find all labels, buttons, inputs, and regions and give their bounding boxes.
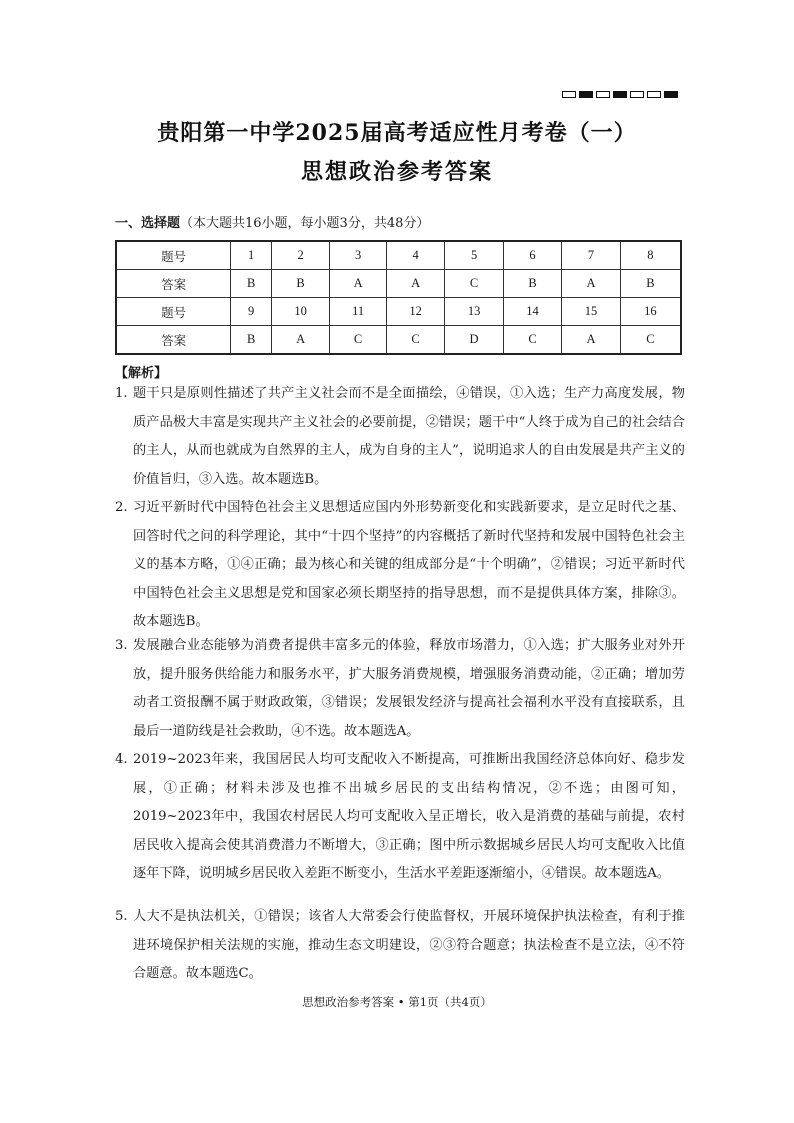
item-number: 2. — [115, 500, 128, 515]
table-cell: 13 — [445, 298, 503, 326]
table-cell: 8 — [620, 241, 681, 270]
table-cell: A — [562, 326, 620, 355]
table-cell: C — [445, 270, 503, 298]
section-note: （本大题共16小题，每小题3分，共48分） — [180, 216, 430, 231]
page-title: 贵阳第一中学2025届高考适应性月考卷（一） — [157, 120, 637, 146]
corner-mark — [647, 91, 661, 98]
row-header-cell: 题号 — [116, 241, 231, 270]
table-cell: A — [330, 270, 387, 298]
table-cell: 12 — [386, 298, 444, 326]
section-heading — [115, 212, 429, 231]
corner-mark — [613, 91, 627, 98]
item-text: 人大不是执法机关，①错误；该省人大常委会行使监督权，开展环境保护执法检查，有利于推进环境保护相关法规的实施，推动生态文明建设，②③符合题意；执法检查不是立法，④不符合题意。故本题选C。 — [133, 909, 685, 982]
table-cell: 16 — [620, 298, 681, 326]
analysis-item-3 — [115, 632, 685, 746]
table-row — [116, 241, 681, 270]
table-cell: A — [562, 270, 620, 298]
page-subtitle: 思想政治参考答案 — [300, 159, 493, 185]
item-text: 题干只是原则性描述了共产主义社会而不是全面描绘，④错误，①入选；生产力高度发展，物质产品极大丰富是实现共产主义社会的必要前提，②错误；题干中“人终于成为自己的社会结合的主人，从而也就成为自然界的主人，成为自身的主人”，说明追求人的自由发展是共产主义的价值旨归，③入选。故本题选B。 — [133, 386, 685, 487]
table-cell: B — [231, 270, 271, 298]
item-number: 3. — [115, 638, 128, 653]
table-cell: C — [386, 326, 444, 355]
corner-marks — [562, 91, 678, 98]
item-text: 2019~2023年来，我国居民人均可支配收入不断提高，可推断出我国经济总体向好、稳步发展，①正确；材料未涉及也推不出城乡居民的支出结构情况，②不选；由图可知，2019~2023年中，我国农村居民人均可支配收入呈正增长，收入是消费的基础与前提，农村居民收入提高会使其消费潜力不断增大，③正确；图中所示数据城乡居民人均可支配收入比值逐年下降，说明城乡居民收入差距不断变小，生活水平差距逐渐缩小，④错误。故本题选A。 — [133, 752, 685, 882]
analysis-item-2 — [115, 494, 685, 637]
table-cell: A — [386, 270, 444, 298]
table-cell: 4 — [386, 241, 444, 270]
table-row — [116, 298, 681, 326]
table-cell: 14 — [503, 298, 561, 326]
item-number: 1. — [115, 386, 128, 401]
table-cell: 15 — [562, 298, 620, 326]
table-cell: B — [271, 270, 329, 298]
table-cell: B — [503, 270, 561, 298]
table-cell: 10 — [271, 298, 329, 326]
item-number: 5. — [115, 909, 128, 924]
table-cell: C — [503, 326, 561, 355]
analysis-item-5 — [115, 903, 685, 989]
table-cell: 3 — [330, 241, 387, 270]
item-text: 发展融合业态能够为消费者提供丰富多元的体验，释放市场潜力，①入选；扩大服务业对外开放，提升服务供给能力和服务水平，扩大服务消费规模，增强服务消费动能，②正确；增加劳动者工资报酬不属于财政政策，③错误；发展银发经济与提高社会福利水平没有直接联系，且最后一道防线是社会救助，④不选。故本题选A。 — [133, 638, 685, 739]
page-footer: 思想政治参考答案 • 第1页（共4页） — [302, 995, 492, 1009]
table-row — [116, 270, 681, 298]
corner-mark — [596, 91, 610, 98]
table-cell: C — [330, 326, 387, 355]
corner-mark — [562, 91, 576, 98]
table-cell: 2 — [271, 241, 329, 270]
table-cell: 5 — [445, 241, 503, 270]
row-header-cell: 题号 — [116, 298, 231, 326]
analysis-item-1 — [115, 380, 685, 494]
table-cell: 6 — [503, 241, 561, 270]
row-header-cell: 答案 — [116, 326, 231, 355]
corner-mark — [630, 91, 644, 98]
table-row — [116, 326, 681, 355]
table-cell: 7 — [562, 241, 620, 270]
table-cell: 11 — [330, 298, 387, 326]
corner-mark — [664, 91, 678, 98]
table-cell: B — [231, 326, 271, 355]
item-text: 习近平新时代中国特色社会主义思想适应国内外形势新变化和实践新要求，是立足时代之基、回答时代之问的科学理论，其中“十四个坚持”的内容概括了新时代坚持和发展中国特色社会主义的基本方略，①④正确；最为核心和关键的组成部分是“十个明确”，②错误；习近平新时代中国特色社会主义思想是党和国家必须长期坚持的指导思想，而不是提供具体方案，排除③。故本题选B。 — [133, 500, 685, 630]
table-cell: 9 — [231, 298, 271, 326]
table-cell: A — [271, 326, 329, 355]
table-cell: D — [445, 326, 503, 355]
row-header-cell: 答案 — [116, 270, 231, 298]
analysis-item-4 — [115, 746, 685, 889]
section-label: 一、选择题 — [115, 216, 181, 231]
answer-table — [115, 240, 682, 355]
analysis-heading: 【解析】 — [115, 366, 168, 381]
table-cell: B — [620, 270, 681, 298]
corner-mark — [579, 91, 593, 98]
item-number: 4. — [115, 752, 128, 767]
table-cell: 1 — [231, 241, 271, 270]
table-cell: C — [620, 326, 681, 355]
